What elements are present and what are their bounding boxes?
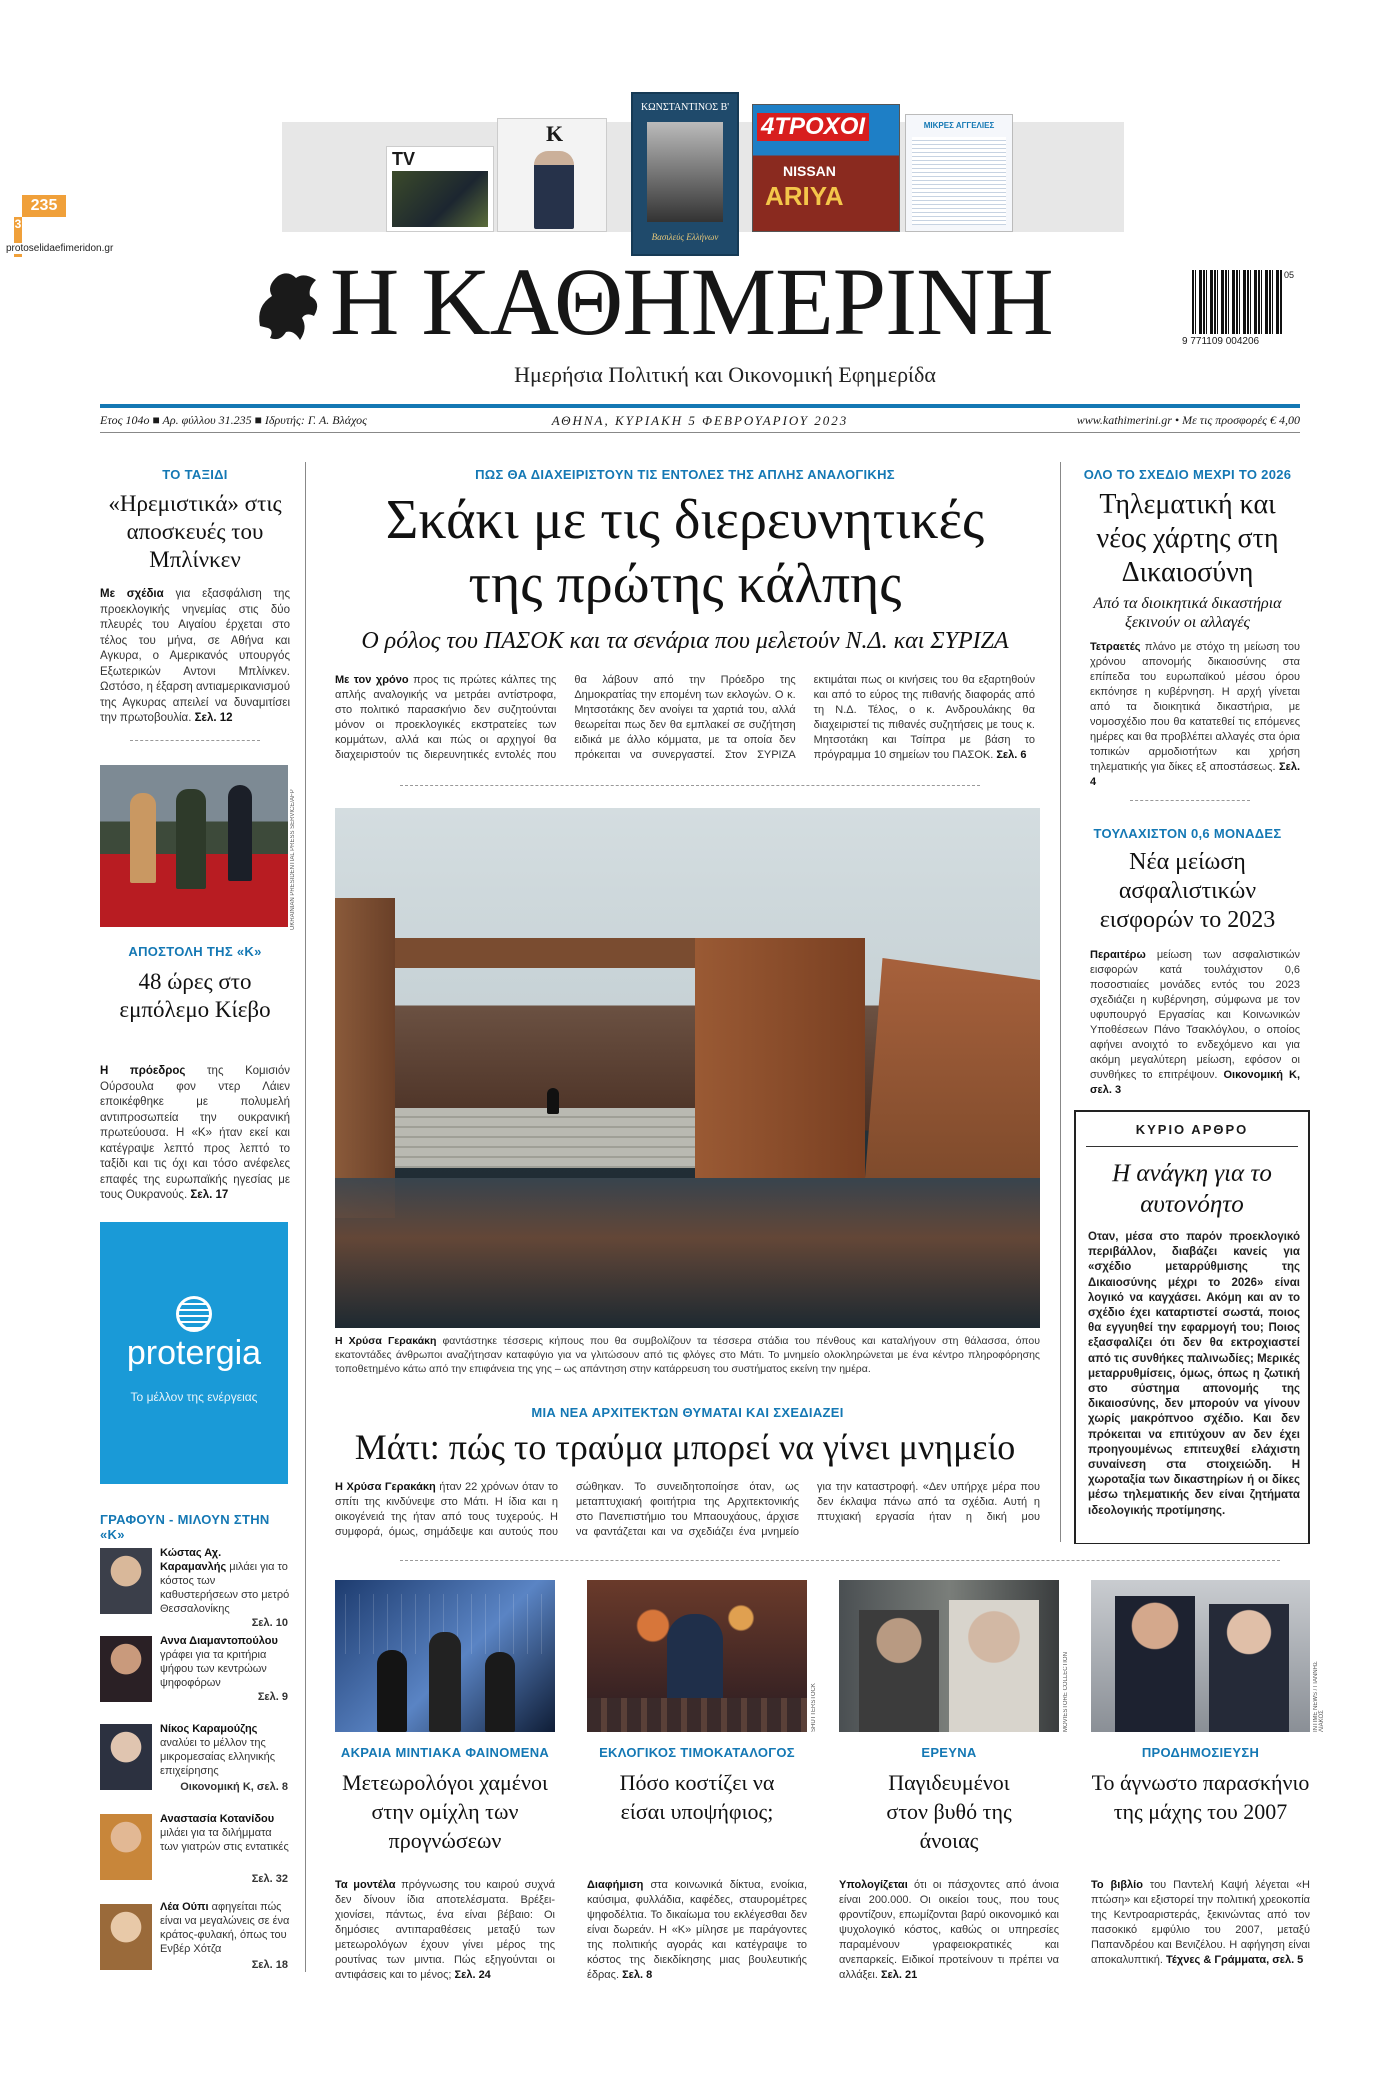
weather-photo (335, 1580, 555, 1732)
justice-text: πλάνο με στόχο τη μείωση του χρόνου απονομής δικαιοσύνης στα επίπεδα του ευρωπαϊκού μέσου όρου εκπόνησε η κυβέρνηση. Η αρχή γίνεται από τα διοικητικά δικαστήρια, με νομοσχέδιο που θα κατατεθεί τις επόμενες ημέρες και θα προβλέπει αλλαγές στα όρια τοπικών αρμοδιοτήτων και χρήση τηλεματικής για δίκες εξ αποστάσεως. (1090, 641, 1300, 773)
main-text: προς τις πρώτες κάλπες της απλής αναλογικής να μετράει αντίστροφα, στο πολιτικό παρασκήνιο δεν συζητούνται μόνον οι προεκλογικές εκστρατείες των κομμάτων, αλλά και πώς οι αρχηγοί θα διαχειριστούν τις διερευνητικές εντολές που θα λάβουν από την Πρόεδρο της Δημοκρατίας την επομένη των εκλογών. Ο κ. Μητσοτάκης δεν ανοίγει τα χαρτιά του, αλλά θεωρείται πως δεν θα εμπλακεί σε συζήτηση ειδικά με άλλο κόμματα, με τα οποία δεν πρόκειται να συνεργαστεί. Στον ΣΥΡΙΖΑ εκτιμάται πως οι κινήσεις του θα εξαρτηθούν και από το εύρος της πιθανής διαφοράς από τη Ν.Δ. Τέλος, ο κ. Ανδρουλάκης θα διαχειριστεί τις πιθανές συζητήσεις με τους κ. Μητσοτάκη και Τσίπρα με βάση το πρόγραμμα 10 σημείων του ΠΑΣΟΚ. (335, 674, 1035, 761)
weather-text: πρόγνωσης του καιρού συχνά δεν δίνουν ίδια αποτελέσματα. Βρέξει-χιονίσει, πάντως, ένα είναι βέβαιο: Οι δημόσιες αντιπαραθέσεις μεταξύ των μετεωρολόγων έχουν γίνει μέρος της ρουτίνας των μιντια. Πώς εξηγούνται οι αντιφάσεις και το μένος; (335, 1879, 556, 1981)
columnist-name: Αννα Διαμαντοπούλου (160, 1635, 278, 1647)
memorial-figure (547, 1088, 559, 1114)
weather-figure-1 (377, 1650, 407, 1732)
dementia-text: ότι οι πάσχοντες από άνοια είναι 200.000. Οι οικείοι τους, που τους φροντίζουν, επωμίζονται βαρύ οικονομικό και ψυχολογικό κόστος, καθώς οι υπηρεσίες παραμένουν γραφειοκρατικές και ανεπαρκείς. Ειδικοί προτείνουν τι πρέπει να αλλάξει. (839, 1879, 1059, 1981)
avatar (100, 1636, 152, 1702)
bottom-stories (335, 1580, 1325, 1981)
columnist-ref[interactable]: Σελ. 32 (251, 1873, 288, 1885)
politics-lead: Το βιβλίο (1091, 1879, 1143, 1891)
main-subhead: Ο ρόλος του ΠΑΣΟΚ και τα σενάρια που μελετούν Ν.Δ. και ΣΥΡΙΖΑ (361, 628, 1009, 654)
ads-lines (912, 137, 1006, 225)
memorial-lead: Η Χρύσα Γερακάκη (335, 1481, 436, 1493)
columnist-ref[interactable]: Σελ. 18 (251, 1959, 288, 1971)
protergia-sun-icon (176, 1296, 212, 1332)
politics-photo-credit: INTIME NEWS / ΓΙΑΝΝΗΣ ΛΙΑΚΟΣ (1313, 1661, 1325, 1732)
travel-body (100, 587, 290, 727)
avatar (100, 1724, 152, 1790)
columnist-item[interactable] (100, 1546, 290, 1630)
supplement-tv[interactable] (386, 146, 494, 232)
candidate-photo-credit: SHUTTERSTOCK (811, 1683, 817, 1732)
insurance-headline[interactable]: Νέα μείωση ασφαλιστικών εισφορών το 2023 (1099, 849, 1276, 933)
kyiv-ref[interactable]: Σελ. 17 (190, 1189, 229, 1201)
supplement-k-figure (534, 151, 574, 229)
candidate-lead: Διαφήμιση (587, 1879, 644, 1891)
dementia-photo-credit: MOVIESTORE COLLECTION (1063, 1652, 1069, 1732)
magazine-model: ARIYA (765, 181, 844, 211)
politics-figure-1 (1115, 1596, 1195, 1732)
politics-text: του Παντελή Καψή λέγεται «Η πτώση» και εξιστορεί την πολιτική χρεοκοπία της Κεντροαριστεράς, ξεκινώντας από τον πασοκικό εμφύλιο του 2007, μεταξύ Παπανδρέου και Βενιζέλου. Η αφήγηση είναι αποκαλυπτική. (1091, 1879, 1310, 1966)
rule-left (305, 462, 306, 1972)
griffin-logo (252, 266, 324, 346)
justice-subhead: Από τα διοικητικά δικαστήρια ξεκινούν οι αλλαγές (1093, 595, 1282, 631)
kyiv-figure-3 (228, 785, 252, 881)
travel-text: για εξασφάλιση της προεκλογικής νηνεμίας στις δύο πλευρές του Αιγαίου έρχεται στο τέλος του μήνα, σε Αθήνα και Αγκυρα, ο Αμερικανός υπουργός Εξωτερικών Αντονι Μπλίνκεν. Ωστόσο, η έξαρση αντιαμερικανισμού της Αγκυρας απειλεί να δυναμιτίσει την πρωτοβουλία. (100, 588, 290, 724)
main-body (335, 673, 1035, 765)
memorial-water (335, 1178, 1040, 1328)
candidate-text: στα κοινωνικά δίκτυα, ενοίκια, καύσιμα, φυλλάδια, καφέδες, σταυρομέτρες ψηφοδέλτια. Το δικαίωμα του εκλέγεσθαι δεν είναι δωρεάν. Η «Κ» μίλησε με παράγοντες της πολιτικής αγοράς και κατέγραψε το κόστος της διεκδίκησης μιας βουλευτικής έδρας. (587, 1879, 808, 1981)
editorial-label-rule (1086, 1146, 1298, 1147)
memorial-wall-right (695, 938, 865, 1178)
columnist-item[interactable] (100, 1634, 290, 1718)
memorial-roof (395, 938, 695, 968)
story-weather[interactable] (335, 1580, 555, 1980)
watermark-digits-left: 3 (14, 217, 22, 257)
kyiv-figure-2 (176, 789, 206, 889)
dementia-figure-1 (859, 1610, 939, 1732)
masthead-rule (100, 404, 1300, 408)
travel-lead: Με σχέδια (100, 588, 164, 600)
columnist-item[interactable] (100, 1900, 290, 1984)
columnist-name: Αναστασία Κοτανίδου (160, 1813, 275, 1825)
supplement-tv-logo: TV (392, 149, 416, 169)
politics-figure-2 (1209, 1604, 1289, 1732)
editorial-box (1074, 1110, 1310, 1544)
columnist-item[interactable] (100, 1722, 290, 1806)
insurance-text: μείωση των ασφαλιστικών εισφορών κατά τουλάχιστον 0,6 ποσοστιαίες μονάδες εντός του 2023 σχεδιάζει η κυβέρνηση, σύμφωνα με τον υφυπουργό Εργασίας και Κοινωνικών Υποθέσεων Πάνο Τσακλόγλου, ο οποίος αφήνει ανοιχτό το ενδεχόμενο και για ακόμη μεγαλύτερη μείωση, εφόσον οι συνθήκες το επιτρέψουν. (1090, 949, 1301, 1081)
main-ref[interactable]: Σελ. 6 (996, 749, 1027, 761)
columnist-desc: αναλύει το μέλλον της μικρομεσαίας ελληνικής επιχείρησης (160, 1737, 276, 1777)
memorial-cliff (865, 958, 1040, 1178)
memorial-caption-text: φαντάστηκε τέσσερις κήπους που θα συμβολίζουν τα τέσσερα στάδια του πένθους και καταλήγουν στη θάλασσα, όπου εκατοντάδες άνθρωποι αναζήτησαν καταφύγιο για να γλιτώσουν από τις φλόγες στο Μάτι. Το μνημείο ολοκληρώνεται με ένα κέντρο πληροφόρησης τοποθετημένο κάτω από την επιφάνεια της γης – ως απάντηση στην κατάρρευση του συστήματος εκείνη την ημέρα. (335, 1335, 1040, 1375)
watermark-site: protoselidaefimeridon.gr (6, 243, 146, 254)
kyiv-photo (100, 765, 288, 927)
columnist-name: Λέα Ούπι (160, 1901, 209, 1913)
dementia-kicker: ΕΡΕΥΝΑ (921, 1745, 977, 1760)
travel-kicker: ΤΟ ΤΑΞΙΔΙ (162, 467, 228, 482)
memorial-body (335, 1480, 1040, 1544)
columnists-list (100, 1540, 290, 1980)
columnists-kicker: ΓΡΑΦΟΥΝ - ΜΙΛΟΥΝ ΣΤΗΝ «Κ» (100, 1512, 270, 1542)
insurance-ref[interactable]: Οικονομική Κ, σελ. 3 (1090, 1069, 1300, 1096)
memorial-caption (335, 1334, 1040, 1376)
supplement-tv-image (392, 171, 488, 227)
story-2007[interactable] (1091, 1580, 1325, 1980)
barcode-bars (1192, 270, 1282, 334)
main-lead: Με τον χρόνο (335, 674, 409, 686)
dementia-ref[interactable]: Σελ. 21 (880, 1969, 918, 1981)
bottom-divider (400, 1560, 1280, 1561)
watermark-digits-top: 235 (22, 195, 66, 217)
justice-lead: Τετραετές (1090, 641, 1141, 653)
weather-body (335, 1878, 555, 1983)
politics-ref[interactable]: Τέχνες & Γράμματα, σελ. 5 (1166, 1954, 1304, 1966)
justice-kicker: ΟΛΟ ΤΟ ΣΧΕΔΙΟ ΜΕΧΡΙ ΤΟ 2026 (1083, 467, 1292, 482)
columnist-desc: μιλάει για τα διλήμματα των γιατρών στις εντατικές (160, 1827, 289, 1853)
politics-kicker: ΠΡΟΔΗΜΟΣΙΕΥΣΗ (1141, 1745, 1260, 1760)
editorial-headline[interactable]: Η ανάγκη για το αυτονόητο (1112, 1160, 1272, 1218)
magazine-brand: NISSAN (783, 163, 836, 179)
protergia-slogan: Το μέλλον της ενέργειας (130, 1390, 258, 1404)
memorial-wall-left (335, 898, 395, 1218)
columnist-ref[interactable]: Σελ. 9 (257, 1691, 288, 1703)
memorial-caption-lead: Η Χρύσα Γερακάκη (335, 1335, 437, 1347)
columnist-ref[interactable]: Οικονομική Κ, σελ. 8 (180, 1781, 288, 1793)
columnist-text (160, 1634, 290, 1690)
protergia-ad[interactable] (100, 1222, 288, 1484)
memorial-kicker: ΜΙΑ ΝΕΑ ΑΡΧΙΤΕΚΤΩΝ ΘΥΜΑΤΑΙ ΚΑΙ ΣΧΕΔΙΑΖΕΙ (531, 1405, 844, 1420)
avatar (100, 1904, 152, 1970)
weather-figure-2 (429, 1632, 461, 1732)
memorial-headline[interactable]: Μάτι: πώς το τραύμα μπορεί να γίνει μνημείο (354, 1427, 1016, 1467)
dementia-lead: Υπολογίζεται (839, 1879, 908, 1891)
book-portrait (647, 122, 723, 222)
memorial-text: ήταν 22 χρόνων όταν το σπίτι της κινδύνεψε στο Μάτι. Η ίδια και η οικογένειά της ήταν από τους τυχερούς. Η συμφορά, όμως, σημάδεψε και αυτούς που σώθηκαν. Το συνειδητοποίησε όταν, ως μεταπτυχιακή φοιτήτρια της Αρχιτεκτονικής στο Πανεπιστήμιο του Μπαουχάους, άρχισε να φαντάζεται και να σχεδιάζει ένα μνημείο για την καταστροφή. «Δεν υπήρχε μέρα που δεν έκλαψα πάνω από τα σχέδια. Αυτή η πτυχιακή εργασία ήταν η δική μου (335, 1481, 1040, 1538)
kyiv-kicker: ΑΠΟΣΤΟΛΗ ΤΗΣ «Κ» (128, 944, 262, 959)
insurance-kicker: ΤΟΥΛΑΧΙΣΤΟΝ 0,6 ΜΟΝΑΔΕΣ (1093, 826, 1282, 841)
avatar (100, 1548, 152, 1614)
columnist-name: Νίκος Καραμούζης (160, 1723, 258, 1735)
insurance-body (1090, 948, 1300, 1098)
main-headline-1[interactable]: Σκάκι με τις διερευνητικές (385, 489, 985, 551)
kyiv-headline[interactable]: 48 ώρες στο εμπόλεμο Κίεβο (119, 969, 271, 1022)
candidate-ref[interactable]: Σελ. 8 (622, 1969, 653, 1981)
politics-body (1091, 1878, 1310, 1968)
main-headline-2[interactable]: της πρώτης κάλπης (468, 553, 902, 615)
masthead-title: Η ΚΑΘΗΜΕΡΙΝΗ (330, 248, 1053, 355)
story-candidate-cost[interactable] (587, 1580, 817, 1981)
kyiv-lead: Η πρόεδρος (100, 1065, 186, 1077)
kyiv-text: της Κομισιόν Ούρσουλα φον ντερ Λάιεν εποικέφθηκε με πολυμελή αντιπροσωπεία την ουκρανική πρωτεύουσα. Η «Κ» ήταν εκεί και κατέγραψε λεπτό προς λεπτό το ταξίδι και τις όχι και τόσο ανέφελες επαφές της ευρωπαϊκής ηγεσίας με τους Ουκρανούς. (100, 1065, 290, 1201)
weather-kicker: ΑΚΡΑΙΑ ΜΙΝΤΙΑΚΑ ΦΑΙΝΟΜΕΝΑ (340, 1745, 550, 1760)
dementia-photo (839, 1580, 1059, 1732)
avatar (100, 1814, 152, 1880)
weather-headline[interactable]: Μετεωρολόγοι χαμένοι στην ομίχλη των προγνώσεων (342, 1770, 548, 1853)
columnist-desc: μιλάει για το κόστος των καθυστερήσεων στο μετρό Θεσσαλονίκης (160, 1561, 290, 1615)
dementia-body (839, 1878, 1059, 1983)
weather-lead: Τα μοντέλα (335, 1879, 396, 1891)
memorial-photo (335, 808, 1040, 1328)
info-rule (100, 432, 1300, 433)
justice-headline[interactable]: Τηλεματική και νέος χάρτης στη Δικαιοσύνη (1096, 489, 1279, 588)
columnist-text (160, 1900, 290, 1956)
main-divider (400, 785, 980, 786)
protergia-brand: protergia (126, 1334, 262, 1372)
barcode-code: 05 (1284, 270, 1295, 280)
columnist-text (160, 1722, 290, 1778)
editorial-text: Οταν, μέσα στο παρόν προεκλογικό περιβάλλον, διαβάζει κανείς για «σχέδιο μεταρρύθμισης της Δικαιοσύνης μέχρι το 2026» είναι λογικό να καγχάσει. Ακόμη και αν το σχέδιο έχει καταρτιστεί σωστά, ποιος θα εγγυηθεί την εφαρμογή του; Ποιος εξασφαλίζει ότι δεν θα εκτροχιαστεί από τις συνθήκες παλινωδίες; Μερικές μεταρρυθμίσεις, όμως, όπως η ζωτική στο σύστημα απονομής της δικαιοσύνης, δεν μπορούν να γίνουν χωρίς μακρόπνοο σχέδιο. Και δεν πρόκειται να επιτύχουν αν δεν έχει προηγουμένως επιτευχθεί ελάχιστη συναίνεση στα στοιχειώδη. Η χωροταξία των δικαστηρίων ή οι δίκες μέσω τηλεματικής δεν είναι ζητήματα ιδεολογικής προτίμησης. (1088, 1231, 1300, 1517)
justice-body (1090, 640, 1300, 790)
dementia-headline[interactable]: Παγιδευμένοι στον βυθό της άνοιας (886, 1770, 1012, 1853)
dementia-figure-2 (949, 1600, 1039, 1732)
columnist-text (160, 1546, 290, 1616)
columnist-desc: γράφει για τα κριτήρια ψήφου των κεντρώων ψηφοφόρων (160, 1649, 267, 1689)
columnist-ref[interactable]: Σελ. 10 (251, 1617, 288, 1629)
justice-ref[interactable]: Σελ. 4 (1090, 761, 1300, 788)
weather-figure-3 (485, 1652, 515, 1732)
travel-headline[interactable]: «Ηρεμιστικά» στις αποσκευές του Μπλίνκεν (108, 491, 282, 572)
masthead-subtitle: Ημερήσια Πολιτική και Οικονομική Εφημερίδα (514, 362, 936, 387)
kyiv-figure-1 (130, 793, 156, 883)
memorial-steps (395, 1108, 695, 1168)
info-right: www.kathimerini.gr • Με τις προσφορές € 4,00 (1076, 413, 1300, 427)
watermark (6, 195, 114, 280)
insurance-lead: Περαιτέρω (1090, 949, 1146, 961)
supplement-k-logo: K (546, 121, 564, 146)
supplement-magazine[interactable] (752, 104, 900, 232)
columnist-item[interactable] (100, 1812, 290, 1896)
travel-divider (130, 740, 260, 741)
info-center: ΑΘΗΝΑ, ΚΥΡΙΑΚΗ 5 ΦΕΒΡΟΥΑΡΙΟΥ 2023 (551, 413, 849, 428)
book-author: ΚΩΝΣΤΑΝΤΙΝΟΣ Β' (640, 102, 730, 113)
candidate-body (587, 1878, 807, 1983)
magazine-logo: 4ΤΡΟΧΟΙ (757, 113, 869, 141)
columnist-text (160, 1812, 290, 1854)
politics-photo (1091, 1580, 1310, 1732)
main-kicker: ΠΩΣ ΘΑ ΔΙΑΧΕΙΡΙΣΤΟΥΝ ΤΙΣ ΕΝΤΟΛΕΣ ΤΗΣ ΑΠΛΗΣ ΑΝΑΛΟΓΙΚΗΣ (475, 467, 895, 482)
book-subtitle: Βασιλεύς Ελλήνων (651, 232, 719, 242)
supplement-book[interactable] (631, 92, 739, 256)
ads-title: ΜΙΚΡΕΣ ΑΓΓΕΛΙΕΣ (923, 121, 995, 130)
story-dementia[interactable] (839, 1580, 1069, 1981)
candidate-kicker: ΕΚΛΟΓΙΚΟΣ ΤΙΜΟΚΑΤΑΛΟΓΟΣ (599, 1745, 795, 1760)
politics-headline[interactable]: Το άγνωστο παρασκήνιο της μάχης του 2007 (1091, 1770, 1310, 1824)
justice-divider (1130, 800, 1250, 801)
audience (587, 1698, 807, 1732)
candidate-photo (587, 1580, 807, 1732)
candidate-headline[interactable]: Πόσο κοστίζει να είσαι υποψήφιος; (619, 1770, 775, 1824)
barcode (1182, 270, 1302, 350)
kyiv-photo-credit: UKRAINIAN PRESIDENTIAL PRESS SERVICE/AFP (290, 789, 296, 930)
supplement-k[interactable] (497, 118, 607, 232)
weather-ref[interactable]: Σελ. 24 (454, 1969, 491, 1981)
travel-ref[interactable]: Σελ. 12 (194, 712, 233, 724)
supplement-ads[interactable] (905, 114, 1013, 232)
barcode-number: 9 771109 004206 (1182, 336, 1260, 347)
columnist-name: Κώστας Αχ. Καραμανλής (160, 1547, 227, 1573)
rule-right (1060, 462, 1061, 1542)
info-left: Ετος 104ο ■ Αρ. φύλλου 31.235 ■ Ιδρυτής: Γ. Α. Βλάχος (100, 413, 367, 427)
columnist-desc: αφηγείται πώς είναι να μεγαλώνεις σε ένα κράτος-φυλακή, όπως του Ενβέρ Χότζα (160, 1901, 290, 1955)
kyiv-body (100, 1064, 290, 1204)
editorial-label: ΚΥΡΙΟ ΑΡΘΡΟ (1135, 1122, 1249, 1137)
